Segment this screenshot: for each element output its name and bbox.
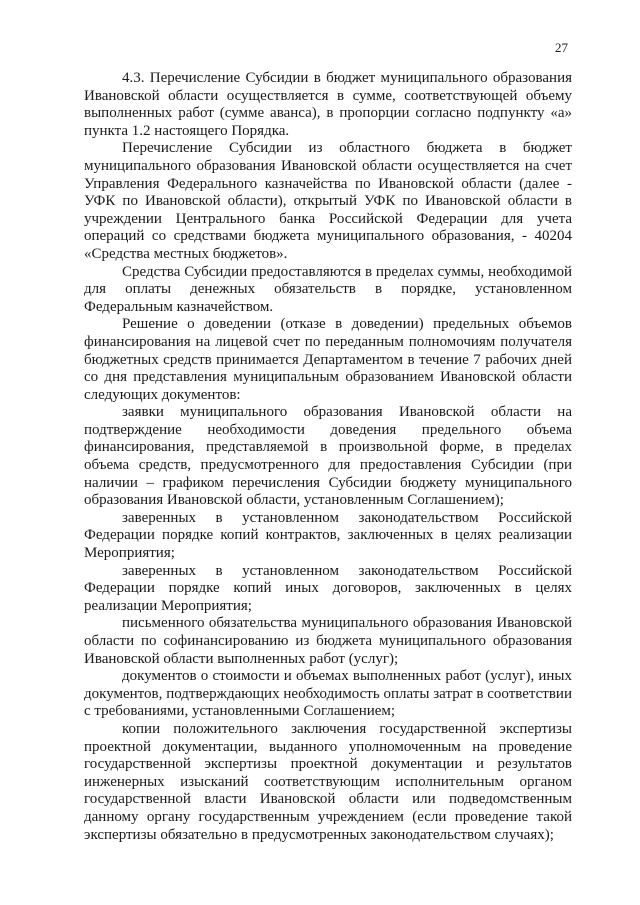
list-item-cost-documents: документов о стоимости и объемах выполненных работ (услуг), иных документов, подтверждающих необходимость оплаты затрат в соответствии с требованиями, установленными Соглашением; xyxy=(84,668,572,720)
paragraph-decision: Решение о доведении (отказе в доведении) предельных объемов финансирования на лицевой счет по переданным полномочиям получателя бюджетных средств принимается Департаментом в течение 7 рабочих дней со дня представления муниципальным образованием Ивановской области следующих документов: xyxy=(84,316,572,403)
paragraph-4-3: 4.3. Перечисление Субсидии в бюджет муниципального образования Ивановской области осуществляется в сумме, соответствующей объему выполненных работ (сумме аванса), в пропорции согласно подпункту «а» пункта 1.2 настоящего Порядка. xyxy=(84,70,572,139)
paragraph-transfer-account: Перечисление Субсидии из областного бюджета в бюджет муниципального образования Ивановской области осуществляется на счет Управления Федерального казначейства по Ивановской области (далее - УФК по Ивановской области), открытый УФК по Ивановской области в учреждении Центрального банка Российской Федерации для учета операций со средствами бюджета муниципального образования, - 40204 «Средства местных бюджетов». xyxy=(84,140,572,262)
document-body xyxy=(84,70,572,844)
list-item-expertise-conclusion: копии положительного заключения государственной экспертизы проектной документации, выданного уполномоченным на проведение государственной экспертизы проектной документации и результатов инженерных изысканий соответствующим исполнительным органом государственной власти Ивановской области или подведомственным данному органу государственным учреждением (если проведение такой экспертизы обязательно в предусмотренных законодательством случаях); xyxy=(84,720,572,843)
page-number: 27 xyxy=(555,40,568,55)
paragraph-subsidy-limits: Средства Субсидии предоставляются в пределах суммы, необходимой для оплаты денежных обязательств в порядке, установленном Федеральным казначейством. xyxy=(84,263,572,315)
list-item-cofinancing-obligation: письменного обязательства муниципального образования Ивановской области по софинансированию из бюджета муниципального образования Ивановской области выполненных работ (услуг); xyxy=(84,615,572,667)
list-item-other-agreements: заверенных в установленном законодательством Российской Федерации порядке копий иных договоров, заключенных в целях реализации Мероприятия; xyxy=(84,562,572,614)
list-item-application: заявки муниципального образования Ивановской области на подтверждение необходимости доведения предельного объема финансирования, представляемой в произвольной форме, в пределах объема средств, предусмотренного для предоставления Субсидии (при наличии – графиком перечисления Субсидии бюджету муниципального образования Ивановской области, установленным Соглашением); xyxy=(84,404,572,509)
list-item-contracts: заверенных в установленном законодательством Российской Федерации порядке копий контрактов, заключенных в целях реализации Мероприятия; xyxy=(84,509,572,562)
